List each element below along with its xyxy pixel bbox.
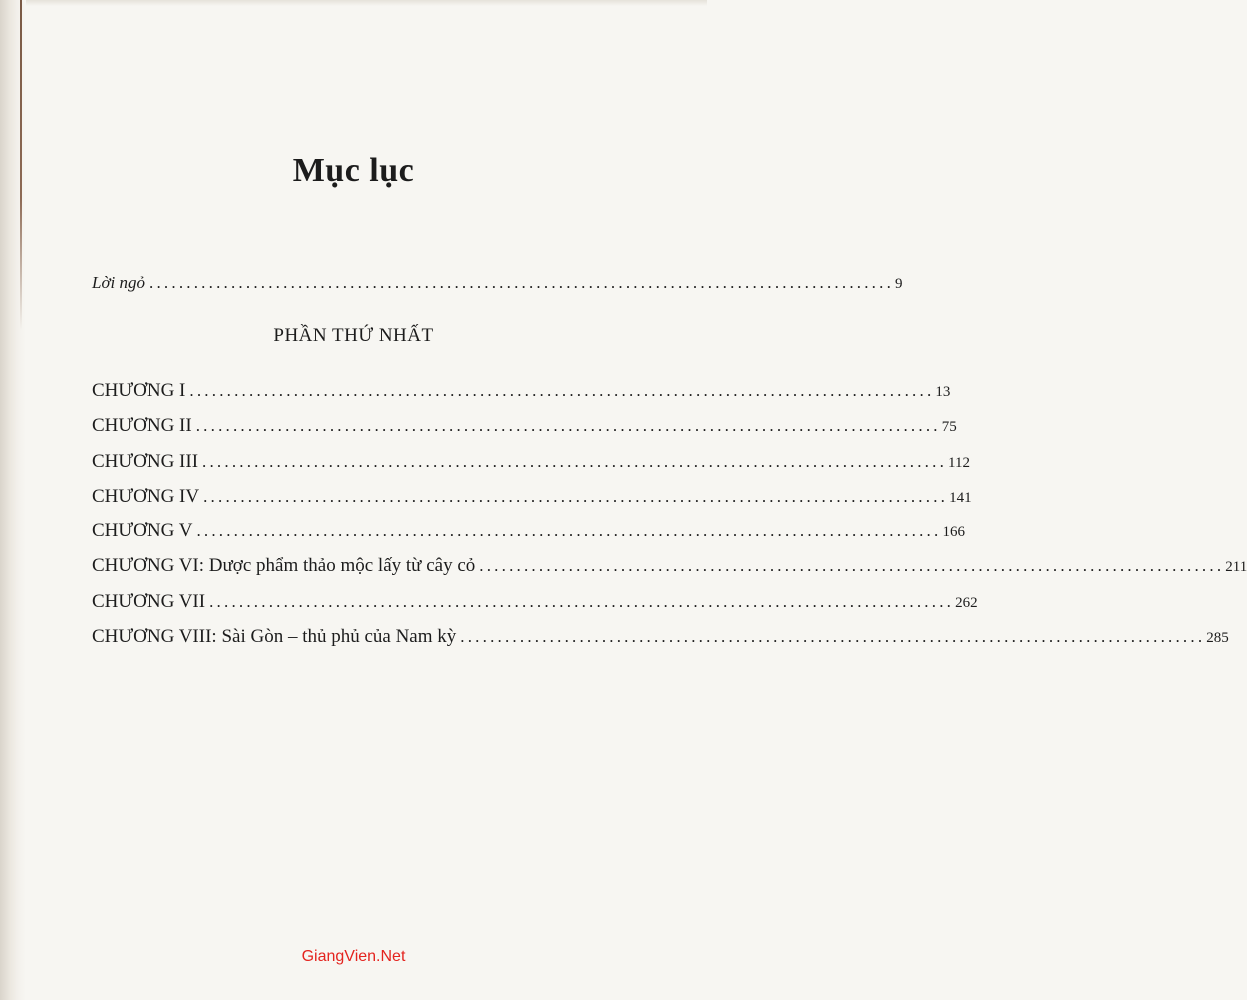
- toc-entry-label: CHƯƠNG I: [92, 380, 186, 401]
- toc-entry-page: 141: [949, 490, 972, 506]
- toc-entry-chapter: [92, 380, 951, 402]
- toc-entry-chapter: [92, 486, 972, 508]
- toc-entry-label: CHƯƠNG VII: [92, 591, 206, 612]
- toc-entry-chapter: [92, 415, 957, 437]
- toc-dot-leader: ....................................................................................................: [479, 556, 1225, 575]
- toc-entry-chapter: [92, 555, 1247, 577]
- toc-dot-leader: ....................................................................................................: [460, 627, 1206, 646]
- page-title: Mục lục: [292, 152, 415, 189]
- toc-dot-leader: ....................................................................................................: [189, 381, 935, 400]
- toc-dot-leader: ....................................................................................................: [196, 521, 942, 540]
- toc-entry-label: CHƯƠNG VI: Dược phẩm thảo mộc lấy từ cây cỏ: [92, 555, 476, 576]
- toc-entry-page: 166: [942, 524, 965, 540]
- toc-entry-label: CHƯƠNG V: [92, 520, 193, 541]
- toc-entry-page: 9: [895, 276, 903, 292]
- watermark-text: GiangVien.Net: [301, 948, 406, 965]
- toc-entry-page: 211: [1225, 559, 1247, 575]
- toc-entry-chapter: [92, 451, 970, 473]
- toc-entry-page: 262: [955, 595, 978, 611]
- page-top-edge: [0, 0, 707, 6]
- toc-dot-leader: ....................................................................................................: [149, 273, 895, 292]
- toc-entry-page: 285: [1206, 630, 1229, 646]
- book-spine-shadow: [0, 0, 26, 1000]
- toc-dot-leader: ....................................................................................................: [202, 452, 948, 471]
- toc-entry-chapter: [92, 520, 965, 542]
- toc-entry-page: 75: [941, 419, 957, 435]
- section-heading: PHẦN THỨ NHẤT: [273, 325, 434, 346]
- toc-dot-leader: ....................................................................................................: [195, 416, 941, 435]
- toc-dot-leader: ....................................................................................................: [209, 592, 955, 611]
- toc-entry-intro: [92, 273, 903, 293]
- toc-entry-label: Lời ngỏ: [92, 273, 146, 292]
- toc-entry-chapter: [92, 591, 978, 613]
- toc-entry-label: CHƯƠNG VIII: Sài Gòn – thủ phủ của Nam kỳ: [92, 626, 457, 647]
- toc-entry-label: CHƯƠNG III: [92, 451, 199, 472]
- toc-entry-label: CHƯƠNG II: [92, 415, 192, 436]
- toc-dot-leader: ....................................................................................................: [203, 487, 949, 506]
- toc-entry-chapter: [92, 626, 1229, 648]
- toc-entry-page: 112: [948, 455, 970, 471]
- toc-entry-page: 13: [935, 384, 951, 400]
- toc-entry-label: CHƯƠNG IV: [92, 486, 200, 507]
